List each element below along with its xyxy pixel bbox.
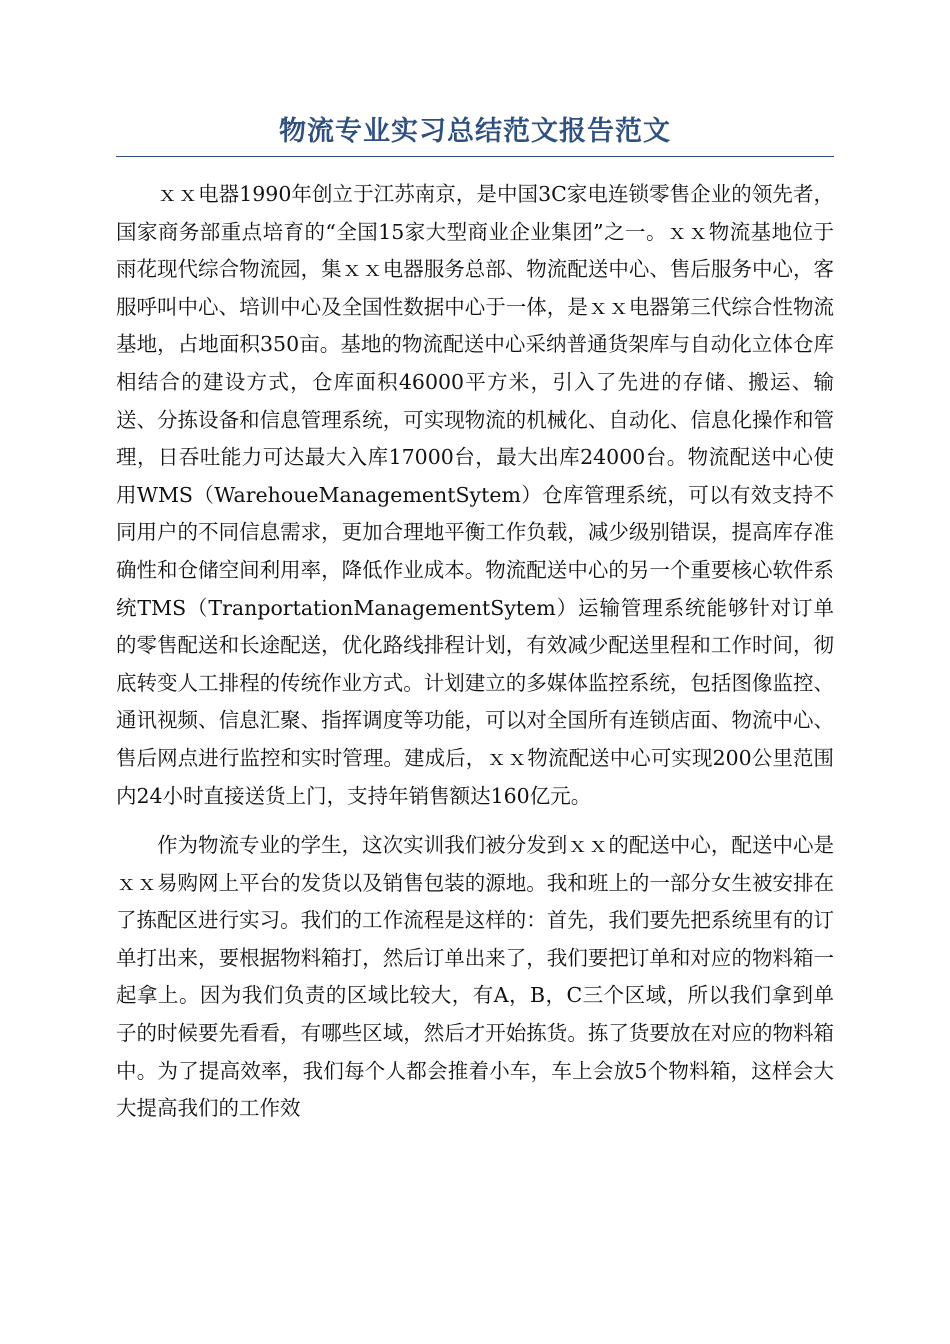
title-block: [116, 112, 834, 157]
page-title: 物流专业实习总结范文报告范文: [279, 116, 671, 147]
paragraph-2: 作为物流专业的学生，这次实训我们被分发到ｘｘ的配送中心，配送中心是ｘｘ易购网上平台的发货以及销售包装的源地。我和班上的一部分女生被安排在了拣配区进行实习。我们的工作流程是这样的：首先，我们要先把系统里有的订单打出来，要根据物料箱打，然后订单出来了，我们要把订单和对应的物料箱一起拿上。因为我们负责的区域比较大，有A，B，C三个区域，所以我们拿到单子的时候要先看看，有哪些区域，然后才开始拣货。拣了货要放在对应的物料箱中。为了提高效率，我们每个人都会推着小车，车上会放5个物料箱，这样会大大提高我们的工作效: [116, 833, 834, 1121]
paragraph-1: ｘｘ电器1990年创立于江苏南京，是中国3C家电连锁零售企业的领先者，国家商务部重点培育的“全国15家大型商业企业集团”之一。ｘｘ物流基地位于雨花现代综合物流园，集ｘｘ电器服务总部、物流配送中心、售后服务中心，客服呼叫中心、培训中心及全国性数据中心于一体，是ｘｘ电器第三代综合性物流基地，占地面积350亩。基地的物流配送中心采纳普通货架库与自动化立体仓库相结合的建设方式，仓库面积46000平方米，引入了先进的存储、搬运、输送、分拣设备和信息管理系统，可实现物流的机械化、自动化、信息化操作和管理，日吞吐能力可达最大入库17000台，最大出库24000台。物流配送中心使用WMS（WarehoueManagementSytem）仓库管理系统，可以有效支持不同用户的不同信息需求，更加合理地平衡工作负载，减少级别错误，提高库存准确性和仓储空间利用率，降低作业成本。物流配送中心的另一个重要核心软件系统TMS（TranportationManagementSytem）运输管理系统能够针对订单的零售配送和长途配送，优化路线排程计划，有效减少配送里程和工作时间，彻底转变人工排程的传统作业方式。计划建立的多媒体监控系统，包括图像监控、通讯视频、信息汇聚、指挥调度等功能，可以对全国所有连锁店面、物流中心、售后网点进行监控和实时管理。建成后，ｘｘ物流配送中心可实现200公里范围内24小时直接送货上门，支持年销售额达160亿元。: [116, 182, 834, 808]
document-body: [116, 176, 834, 1140]
